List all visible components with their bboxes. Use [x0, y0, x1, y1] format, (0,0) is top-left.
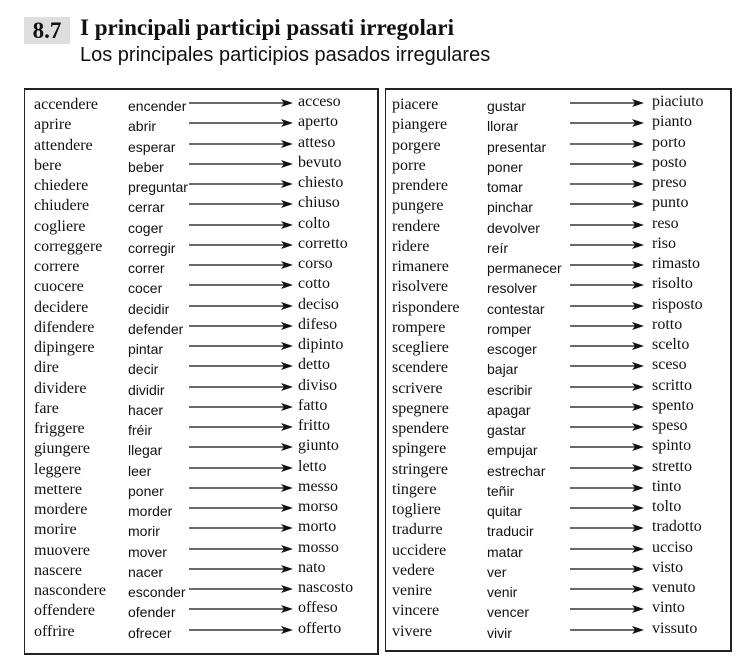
- italian-infinitive: chiudere: [34, 197, 90, 215]
- past-participle: detto: [298, 356, 330, 374]
- past-participle: posto: [652, 153, 687, 171]
- past-participle: fatto: [298, 396, 328, 414]
- arrow-icon: [189, 421, 293, 433]
- spanish-translation: hacer: [128, 401, 164, 418]
- verb-row: [25, 619, 377, 643]
- arrow-icon: [570, 320, 644, 332]
- italian-infinitive: porre: [392, 156, 426, 174]
- italian-infinitive: stringere: [392, 460, 448, 478]
- italian-infinitive: correggere: [34, 237, 103, 255]
- italian-infinitive: rompere: [392, 318, 446, 336]
- arrow-icon: [189, 502, 293, 514]
- spanish-translation: llegar: [128, 442, 163, 459]
- italian-infinitive: scrivere: [392, 379, 443, 397]
- italian-infinitive: vincere: [392, 602, 440, 620]
- arrow-icon: [189, 340, 293, 352]
- past-participle: rimasto: [652, 255, 700, 272]
- italian-infinitive: dividere: [34, 379, 87, 397]
- arrow-icon: [570, 502, 644, 514]
- arrow-icon: [189, 300, 293, 312]
- arrow-icon: [570, 158, 644, 170]
- arrow-icon: [189, 259, 293, 271]
- arrow-icon: [189, 462, 293, 474]
- past-participle: visto: [652, 558, 684, 576]
- past-participle: morso: [298, 498, 338, 515]
- arrow-icon: [189, 482, 293, 494]
- arrow-icon: [570, 97, 644, 109]
- arrow-icon: [189, 381, 293, 393]
- spanish-translation: pintar: [128, 341, 164, 357]
- italian-infinitive: offendere: [34, 602, 95, 620]
- italian-infinitive: dipingere: [34, 339, 95, 356]
- past-participle: corretto: [298, 234, 348, 252]
- spanish-translation: correr: [128, 260, 165, 276]
- italian-infinitive: decidere: [34, 298, 89, 316]
- spanish-translation: matar: [487, 543, 523, 560]
- past-participle: scritto: [652, 376, 692, 394]
- arrow-icon: [570, 381, 644, 393]
- italian-infinitive: dire: [34, 359, 59, 377]
- spanish-translation: permanecer: [487, 260, 562, 276]
- arrow-icon: [189, 583, 293, 595]
- italian-infinitive: offrire: [34, 622, 75, 640]
- spanish-translation: contestar: [487, 300, 545, 317]
- arrow-icon: [570, 239, 644, 251]
- arrow-icon: [570, 259, 644, 271]
- spanish-translation: reír: [487, 239, 508, 256]
- italian-infinitive: chiedere: [34, 177, 89, 194]
- italian-infinitive: accendere: [34, 96, 98, 113]
- past-participle: colto: [298, 214, 330, 232]
- past-participle: chiuso: [298, 194, 340, 212]
- italian-infinitive: aprire: [34, 116, 72, 134]
- spanish-translation: apagar: [487, 401, 531, 418]
- arrow-icon: [189, 97, 293, 109]
- spanish-translation: gustar: [487, 98, 526, 114]
- spanish-translation: tomar: [487, 179, 523, 195]
- past-participle: ucciso: [652, 538, 693, 556]
- italian-infinitive: risolvere: [392, 278, 448, 296]
- past-participle: difeso: [298, 315, 338, 333]
- italian-infinitive: rendere: [392, 217, 440, 235]
- arrow-icon: [189, 219, 293, 231]
- arrow-icon: [189, 117, 293, 129]
- spanish-translation: empujar: [487, 442, 538, 459]
- spanish-translation: pinchar: [487, 199, 533, 216]
- spanish-translation: fréir: [128, 422, 153, 438]
- past-participle: offerto: [298, 619, 342, 637]
- past-participle: fritto: [298, 417, 330, 434]
- arrow-icon: [189, 279, 293, 291]
- italian-infinitive: venire: [392, 582, 432, 599]
- past-participle: vissuto: [652, 619, 698, 637]
- spanish-translation: escoger: [487, 341, 537, 357]
- arrow-icon: [189, 360, 293, 372]
- spanish-translation: ofender: [128, 604, 176, 621]
- past-participle: rotto: [652, 315, 683, 333]
- italian-infinitive: cogliere: [34, 217, 86, 235]
- spanish-translation: dividir: [128, 381, 165, 398]
- arrow-icon: [189, 603, 293, 615]
- arrow-icon: [189, 522, 293, 534]
- right-verb-table: [385, 88, 732, 652]
- past-participle: speso: [652, 417, 688, 434]
- arrow-icon: [189, 178, 293, 190]
- arrow-icon: [189, 138, 293, 150]
- spanish-translation: ofrecer: [128, 624, 172, 641]
- past-participle: nato: [298, 558, 326, 576]
- italian-infinitive: correre: [34, 258, 80, 275]
- past-participle: dipinto: [298, 336, 344, 353]
- past-participle: tradotto: [652, 518, 702, 536]
- italian-infinitive: rispondere: [392, 298, 460, 316]
- past-participle: punto: [652, 194, 689, 212]
- spanish-translation: llorar: [487, 118, 519, 135]
- arrow-icon: [189, 401, 293, 413]
- arrow-icon: [570, 482, 644, 494]
- italian-infinitive: spendere: [392, 420, 449, 437]
- past-participle: giunto: [298, 437, 339, 455]
- italian-infinitive: mettere: [34, 480, 82, 498]
- past-participle: spinto: [652, 437, 692, 455]
- italian-infinitive: vedere: [392, 561, 435, 579]
- italian-infinitive: scegliere: [392, 339, 449, 356]
- arrow-icon: [570, 543, 644, 555]
- arrow-icon: [189, 543, 293, 555]
- spanish-translation: preguntar: [128, 179, 188, 195]
- spanish-translation: decidir: [128, 300, 170, 317]
- spanish-translation: venir: [487, 584, 518, 600]
- past-participle: messo: [298, 477, 338, 495]
- spanish-translation: leer: [128, 462, 152, 479]
- past-participle: deciso: [298, 295, 339, 313]
- past-participle: letto: [298, 457, 327, 475]
- past-participle: vinto: [652, 599, 685, 617]
- arrow-icon: [570, 522, 644, 534]
- arrow-icon: [570, 563, 644, 575]
- left-verb-table: [24, 88, 379, 655]
- past-participle: risposto: [652, 295, 703, 313]
- past-participle: corso: [298, 255, 333, 272]
- page-title: I principali participi passati irregolari: [80, 15, 454, 40]
- spanish-translation: poner: [487, 158, 523, 175]
- past-participle: spento: [652, 396, 694, 414]
- arrow-icon: [570, 421, 644, 433]
- italian-infinitive: tingere: [392, 480, 437, 498]
- spanish-translation: morir: [128, 523, 160, 540]
- arrow-icon: [570, 117, 644, 129]
- italian-infinitive: giungere: [34, 440, 90, 458]
- spanish-translation: gastar: [487, 422, 526, 438]
- arrow-icon: [570, 441, 644, 453]
- spanish-translation: morder: [128, 503, 173, 519]
- spanish-translation: cerrar: [128, 199, 165, 216]
- arrow-icon: [189, 624, 293, 636]
- past-participle: porto: [652, 133, 686, 151]
- page-subtitle: Los principales participios pasados irregulares: [80, 44, 491, 66]
- spanish-translation: beber: [128, 158, 164, 175]
- past-participle: tinto: [652, 477, 682, 495]
- arrow-icon: [570, 279, 644, 291]
- spanish-translation: devolver: [487, 219, 540, 236]
- spanish-translation: resolver: [487, 280, 537, 297]
- italian-infinitive: mordere: [34, 501, 88, 518]
- italian-infinitive: porgere: [392, 136, 441, 154]
- arrow-icon: [570, 583, 644, 595]
- spanish-translation: bajar: [487, 361, 519, 378]
- italian-infinitive: spingere: [392, 440, 447, 458]
- italian-infinitive: friggere: [34, 420, 85, 437]
- spanish-translation: mover: [128, 543, 167, 560]
- italian-infinitive: cuocere: [34, 278, 84, 296]
- italian-infinitive: difendere: [34, 318, 95, 336]
- italian-infinitive: togliere: [392, 501, 441, 518]
- arrow-icon: [570, 603, 644, 615]
- arrow-icon: [570, 624, 644, 636]
- italian-infinitive: morire: [34, 521, 77, 539]
- spanish-translation: ver: [487, 563, 507, 580]
- past-participle: risolto: [652, 275, 693, 293]
- arrow-icon: [570, 360, 644, 372]
- past-participle: reso: [652, 214, 679, 232]
- italian-infinitive: fare: [34, 399, 59, 417]
- italian-infinitive: uccidere: [392, 541, 447, 559]
- past-participle: riso: [652, 234, 676, 252]
- past-participle: morto: [298, 518, 337, 536]
- italian-infinitive: piangere: [392, 116, 448, 134]
- past-participle: cotto: [298, 275, 330, 293]
- spanish-translation: nacer: [128, 563, 164, 580]
- arrow-icon: [189, 198, 293, 210]
- spanish-translation: teñir: [487, 482, 515, 499]
- arrow-icon: [189, 239, 293, 251]
- past-participle: stretto: [652, 457, 692, 475]
- section-number: 8.7: [24, 17, 70, 44]
- past-participle: venuto: [652, 579, 696, 596]
- italian-infinitive: spegnere: [392, 399, 449, 417]
- past-participle: chiesto: [298, 174, 344, 191]
- italian-infinitive: scendere: [392, 359, 448, 377]
- spanish-translation: presentar: [487, 138, 547, 155]
- arrow-icon: [570, 462, 644, 474]
- spanish-translation: cocer: [128, 280, 163, 297]
- italian-infinitive: tradurre: [392, 521, 443, 539]
- past-participle: sceso: [652, 356, 687, 374]
- spanish-translation: quitar: [487, 503, 523, 519]
- spanish-translation: escribir: [487, 381, 533, 398]
- spanish-translation: poner: [128, 482, 164, 499]
- spanish-translation: coger: [128, 219, 164, 236]
- past-participle: offeso: [298, 599, 338, 617]
- past-participle: mosso: [298, 538, 339, 556]
- spanish-translation: defender: [128, 320, 184, 337]
- italian-infinitive: attendere: [34, 136, 93, 154]
- italian-infinitive: rimanere: [392, 258, 449, 275]
- arrow-icon: [189, 320, 293, 332]
- arrow-icon: [189, 563, 293, 575]
- italian-infinitive: piacere: [392, 96, 439, 113]
- verb-row: [386, 619, 730, 643]
- italian-infinitive: vivere: [392, 622, 432, 640]
- past-participle: bevuto: [298, 153, 342, 171]
- spanish-translation: estrechar: [487, 462, 546, 479]
- past-participle: pianto: [652, 113, 692, 131]
- past-participle: nascosto: [298, 579, 354, 596]
- italian-infinitive: pungere: [392, 197, 444, 215]
- italian-infinitive: bere: [34, 156, 62, 174]
- past-participle: tolto: [652, 498, 682, 515]
- arrow-icon: [570, 138, 644, 150]
- spanish-translation: encender: [128, 98, 187, 114]
- spanish-translation: decir: [128, 361, 159, 378]
- italian-infinitive: leggere: [34, 460, 82, 478]
- arrow-icon: [570, 198, 644, 210]
- italian-infinitive: nascere: [34, 561, 82, 579]
- spanish-translation: traducir: [487, 523, 534, 540]
- verb-row: [386, 214, 730, 238]
- spanish-translation: vencer: [487, 604, 530, 621]
- italian-infinitive: prendere: [392, 177, 448, 194]
- past-participle: scelto: [652, 336, 690, 353]
- past-participle: preso: [652, 174, 687, 191]
- past-participle: diviso: [298, 376, 338, 394]
- arrow-icon: [570, 401, 644, 413]
- past-participle: piaciuto: [652, 93, 704, 110]
- arrow-icon: [189, 158, 293, 170]
- spanish-translation: abrir: [128, 118, 157, 135]
- italian-infinitive: muovere: [34, 541, 90, 559]
- spanish-translation: esconder: [128, 584, 186, 600]
- arrow-icon: [570, 219, 644, 231]
- arrow-icon: [570, 300, 644, 312]
- italian-infinitive: nascondere: [34, 582, 106, 599]
- spanish-translation: corregir: [128, 239, 176, 256]
- arrow-icon: [189, 441, 293, 453]
- past-participle: acceso: [298, 93, 341, 110]
- spanish-translation: vivir: [487, 624, 512, 641]
- arrow-icon: [570, 340, 644, 352]
- past-participle: aperto: [298, 113, 338, 131]
- spanish-translation: esperar: [128, 138, 176, 155]
- arrow-icon: [570, 178, 644, 190]
- past-participle: atteso: [298, 133, 336, 151]
- italian-infinitive: ridere: [392, 237, 430, 255]
- spanish-translation: romper: [487, 320, 532, 337]
